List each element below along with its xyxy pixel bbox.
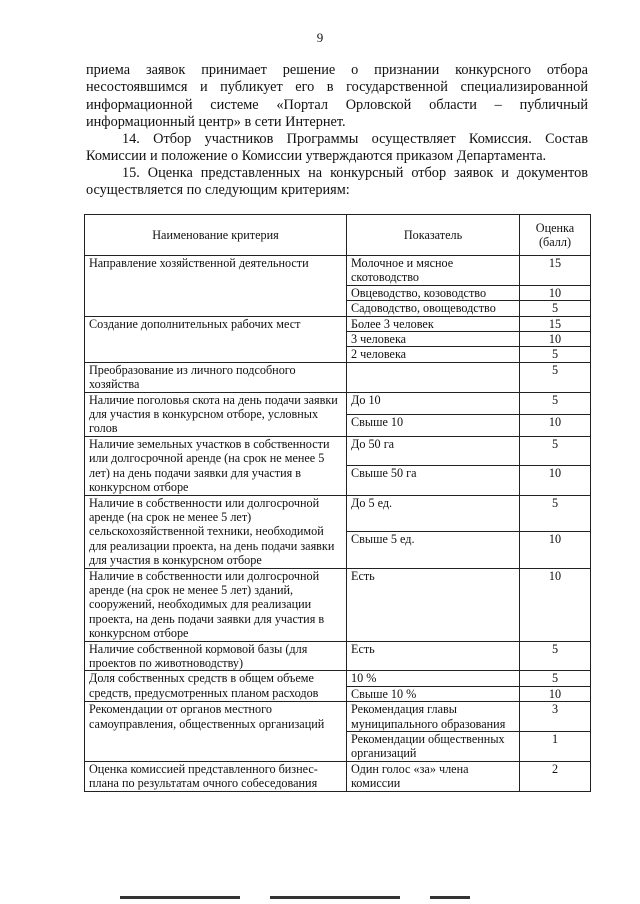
criteria-table (84, 214, 591, 792)
table-row (85, 702, 591, 732)
scan-edge-artifact (0, 892, 640, 904)
indicator-cell: Свыше 50 га (347, 466, 520, 495)
indicator-cell: 10 % (347, 671, 520, 686)
score-cell: 10 (520, 332, 591, 347)
indicator-cell: Рекомендация главы муниципального образования (347, 702, 520, 732)
table-row (85, 671, 591, 686)
criterion-cell: Преобразование из личного подсобного хозяйства (85, 362, 347, 392)
indicator-cell: Один голос «за» члена комиссии (347, 761, 520, 791)
indicator-cell: 2 человека (347, 347, 520, 362)
criterion-cell: Оценка комиссией представленного бизнес-плана по результатам очного собеседования (85, 761, 347, 791)
score-cell: 5 (520, 495, 591, 532)
table-row (85, 495, 591, 532)
score-cell: 10 (520, 568, 591, 641)
score-cell: 15 (520, 256, 591, 286)
table-row (85, 568, 591, 641)
criterion-cell: Направление хозяйственной деятельности (85, 256, 347, 317)
table-row (85, 761, 591, 791)
score-cell: 5 (520, 436, 591, 465)
criterion-cell: Доля собственных средств в общем объеме средств, предусмотренных планом расходов (85, 671, 347, 702)
table-row (85, 641, 591, 671)
indicator-cell: До 10 (347, 392, 520, 414)
criterion-cell: Создание дополнительных рабочих мест (85, 316, 347, 362)
criterion-cell: Наличие в собственности или долгосрочной аренде (на срок не менее 5 лет) зданий, сооружений, необходимых для реализации проекта, на день подачи заявки для участия в конкурсном отборе (85, 568, 347, 641)
score-cell: 10 (520, 686, 591, 701)
table-header-row (85, 215, 591, 256)
score-cell: 10 (520, 285, 591, 300)
indicator-cell: Свыше 10 (347, 414, 520, 436)
table-row (85, 256, 591, 286)
indicator-cell: Молочное и мясное скотоводство (347, 256, 520, 286)
table-row (85, 316, 591, 331)
header-score: Оценка (балл) (520, 215, 591, 256)
indicator-cell: Свыше 5 ед. (347, 532, 520, 569)
criterion-cell: Наличие поголовья скота на день подачи заявки для участия в конкурсном отборе, условных голов (85, 392, 347, 436)
score-cell: 5 (520, 301, 591, 316)
score-cell: 10 (520, 466, 591, 495)
score-cell: 5 (520, 392, 591, 414)
paragraph-continuation: приема заявок принимает решение о признании конкурсного отбора несостоявшимся и публикует его в государственной специализированной информационной системе «Портал Орловской области – публичный информационный центр» в сети Интернет. (86, 62, 588, 131)
score-cell: 5 (520, 641, 591, 671)
indicator-cell: 3 человека (347, 332, 520, 347)
header-criterion: Наименование критерия (85, 215, 347, 256)
score-cell: 5 (520, 671, 591, 686)
header-indicator: Показатель (347, 215, 520, 256)
score-cell: 5 (520, 347, 591, 362)
indicator-cell: Овцеводство, козоводство (347, 285, 520, 300)
table-row (85, 436, 591, 465)
criterion-cell: Рекомендации от органов местного самоуправления, общественных организаций (85, 702, 347, 762)
indicator-cell: Свыше 10 % (347, 686, 520, 701)
indicator-cell: Есть (347, 641, 520, 671)
indicator-cell: Рекомендации общественных организаций (347, 732, 520, 762)
score-cell: 15 (520, 316, 591, 331)
indicator-cell: До 50 га (347, 436, 520, 465)
score-cell: 10 (520, 414, 591, 436)
paragraph-14: 14. Отбор участников Программы осуществляет Комиссия. Состав Комиссии и положение о Комиссии утверждаются приказом Департамента. (86, 131, 588, 165)
score-cell: 1 (520, 732, 591, 762)
criterion-cell: Наличие собственной кормовой базы (для проектов по животноводству) (85, 641, 347, 671)
score-cell: 5 (520, 362, 591, 392)
score-cell: 3 (520, 702, 591, 732)
indicator-cell (347, 362, 520, 392)
score-cell: 10 (520, 532, 591, 569)
paragraph-15: 15. Оценка представленных на конкурсный отбор заявок и документов осуществляется по следующим критериям: (86, 165, 588, 199)
criterion-cell: Наличие земельных участков в собственности или долгосрочной аренде (на срок не менее 5 лет) на день подачи заявки для участия в конкурсном отборе (85, 436, 347, 495)
page-number: 9 (316, 30, 324, 45)
indicator-cell: До 5 ед. (347, 495, 520, 532)
score-cell: 2 (520, 761, 591, 791)
indicator-cell: Есть (347, 568, 520, 641)
indicator-cell: Более 3 человек (347, 316, 520, 331)
table-row (85, 362, 591, 392)
table-row (85, 392, 591, 414)
indicator-cell: Садоводство, овощеводство (347, 301, 520, 316)
criterion-cell: Наличие в собственности или долгосрочной аренде (на срок не менее 5 лет) сельскохозяйственной техники, необходимой для реализации проекта, на день подачи заявки для участия в конкурсном отборе (85, 495, 347, 568)
